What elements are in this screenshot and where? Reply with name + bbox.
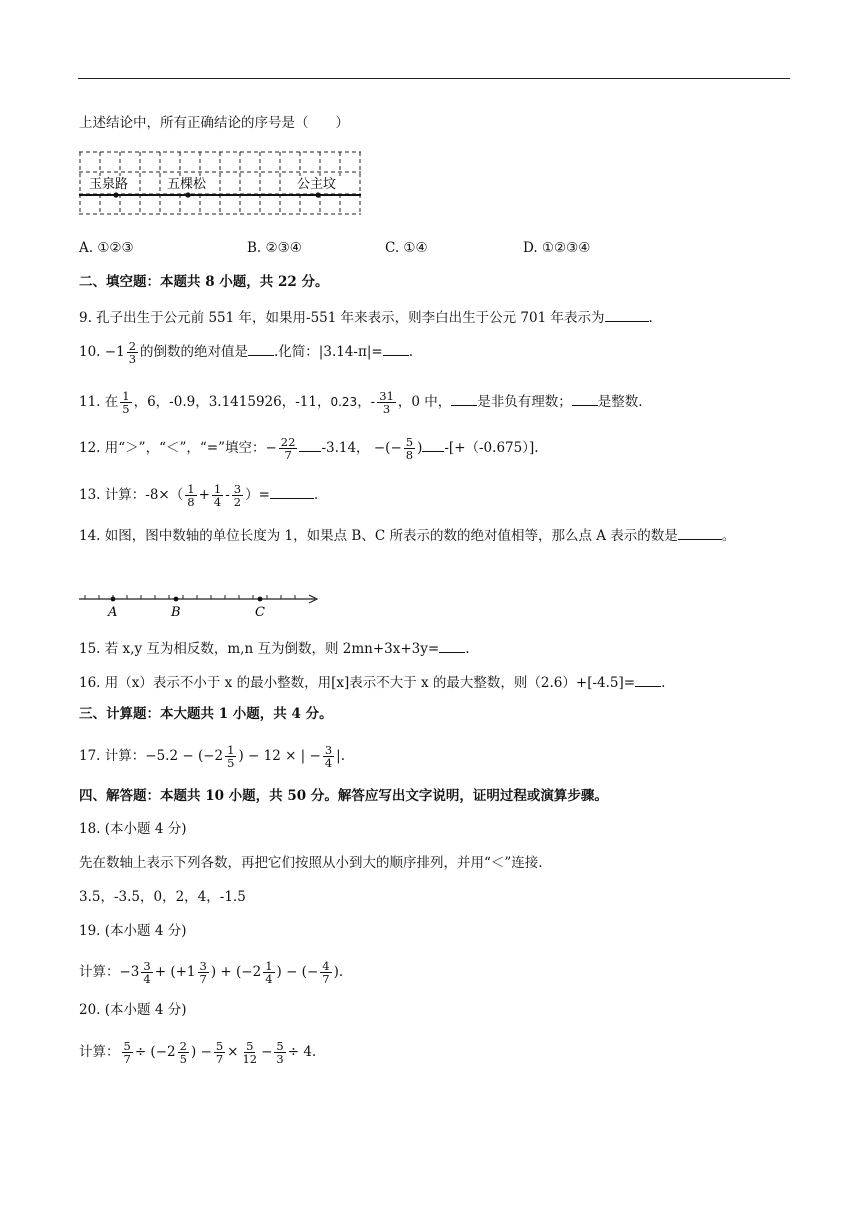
q8-options xyxy=(79,239,590,257)
q18-heading: 18. (本小题 4 分) xyxy=(79,821,187,837)
q14-end: 。 xyxy=(721,528,736,544)
answer-blank[interactable] xyxy=(635,672,661,687)
q16-end: . xyxy=(661,675,666,691)
q19-expr-b: + (+1 xyxy=(154,964,196,980)
fraction: $\frac{5}{7}$ xyxy=(123,1039,131,1066)
fraction: $\frac{1}{5}$ xyxy=(227,743,235,770)
fraction: $\frac{3}{7}$ xyxy=(199,959,207,986)
q10-text-1: 的倒数的绝对值是 xyxy=(140,344,249,360)
fraction: $\frac{3}{4}$ xyxy=(143,959,151,986)
q19-expr-c: ) + (−2 xyxy=(210,964,262,980)
q19-expr-e: ). xyxy=(333,964,344,980)
question-9: 9. 孔子出生于公元前 551 年，如果用-551 年来表示，则李白出生于公元 701 年表示为 . xyxy=(79,307,653,327)
q18-line-2: 3.5，-3.5，0，2，4，-1.5 xyxy=(79,889,246,905)
question-12 xyxy=(79,436,539,461)
fraction: $\frac{31}{3}$ xyxy=(379,389,394,416)
point-c-label: C xyxy=(255,605,265,620)
q19-expr-d: ) − (− xyxy=(276,964,319,980)
q12-text-5: -[+（-0.675）]. xyxy=(444,440,539,456)
option-d[interactable]: D. ①②③④ xyxy=(523,240,591,256)
fraction: $\frac{5}{12}$ xyxy=(242,1039,258,1066)
fraction: $\frac{3}{2}$ xyxy=(233,482,242,509)
q10-num: 10. xyxy=(79,344,101,360)
section-4-heading: 四、解答题：本题共 10 小题，共 50 分。解答应写出文字说明，证明过程或演算步骤。 xyxy=(79,788,608,804)
q20-expr-c: × xyxy=(227,1044,239,1060)
subway-grid-figure xyxy=(79,150,363,218)
q9-text: 9. 孔子出生于公元前 551 年，如果用-551 年来表示，则李白出生于公元 701 年表示为 xyxy=(79,310,605,326)
answer-blank[interactable] xyxy=(383,341,409,356)
q20-expr-b: ) − xyxy=(190,1044,212,1060)
q20-expr-e: ÷ 4. xyxy=(287,1044,317,1060)
q20-expr-d: − xyxy=(261,1044,273,1060)
answer-blank[interactable] xyxy=(299,437,321,452)
q16-text: 16. 用（x）表示不小于 x 的最小整数，用[x]表示不大于 x 的最大整数，则（2.6）+[-4.5]= xyxy=(79,675,636,691)
q19-expr-a: −3 xyxy=(119,964,140,980)
question-16 xyxy=(79,672,665,692)
q13-end: . xyxy=(313,487,319,503)
question-15 xyxy=(79,638,469,658)
q11-text-2: ，- xyxy=(357,394,376,410)
section-3-heading: 三、计算题：本大题共 1 小题，共 4 分。 xyxy=(79,706,333,722)
answer-blank[interactable] xyxy=(678,525,722,540)
station-label-3: 公主坟 xyxy=(297,177,337,192)
question-17 xyxy=(79,744,345,769)
q17-label: 17. 计算： xyxy=(79,748,146,764)
q10-neg: −1 xyxy=(104,344,125,360)
q11-num: 11. 在 xyxy=(79,394,119,410)
q20-expr-a: ÷ (−2 xyxy=(134,1044,176,1060)
station-label-2: 五棵松 xyxy=(167,177,207,192)
fraction: $\frac{4}{7}$ xyxy=(322,959,330,986)
minus-sign: - xyxy=(225,487,230,503)
fraction: $\frac{2}{3}$ xyxy=(128,339,137,366)
option-c[interactable]: C. ①④ xyxy=(385,240,428,256)
q20-label: 计算： xyxy=(79,1044,120,1060)
q12-text-3: −(− xyxy=(373,440,402,456)
plus-sign: + xyxy=(198,487,210,503)
fraction: $\frac{1}{4}$ xyxy=(265,959,273,986)
option-b[interactable]: B. ②③④ xyxy=(247,240,302,256)
q12-paren: ) xyxy=(417,440,423,456)
fraction: $\frac{1}{5}$ xyxy=(122,389,130,416)
q17-expr-3: |. xyxy=(336,748,345,764)
q12-text-2: -3.14， xyxy=(321,440,370,456)
fraction: $\frac{1}{8}$ xyxy=(187,482,195,509)
q19-heading: 19. (本小题 4 分) xyxy=(79,923,187,939)
q20-heading: 20. (本小题 4 分) xyxy=(79,1002,187,1018)
q10-end: . xyxy=(408,344,414,360)
answer-blank[interactable] xyxy=(572,391,598,406)
fraction: $\frac{5}{3}$ xyxy=(276,1039,284,1066)
q8-stem: 上述结论中，所有正确结论的序号是（ ） xyxy=(79,115,349,131)
fraction: $\frac{22}{7}$ xyxy=(280,435,296,462)
answer-blank[interactable] xyxy=(248,341,274,356)
answer-blank[interactable] xyxy=(422,437,444,452)
question-14 xyxy=(79,525,735,545)
q13-text-2: ）= xyxy=(245,487,270,503)
fraction: $\frac{1}{4}$ xyxy=(213,482,222,509)
q17-expr-1: −5.2 − (−2 xyxy=(145,748,224,764)
repeating-decimal: 0.23 xyxy=(330,395,358,409)
question-13 xyxy=(79,483,318,508)
q11-text-5: 是整数. xyxy=(597,394,643,410)
q15-text: 15. 若 x,y 互为相反数，m,n 互为倒数，则 2mn+3x+3y= xyxy=(79,641,440,657)
q18-line-1: 先在数轴上表示下列各数，再把它们按照从小到大的顺序排列，并用“＜”连接. xyxy=(79,855,543,871)
header-rule xyxy=(78,78,790,79)
q17-expr-2: ) − 12 × | − xyxy=(238,748,321,764)
question-20 xyxy=(79,1040,316,1065)
fraction: $\frac{2}{5}$ xyxy=(179,1039,187,1066)
q11-text-3: ，0 中， xyxy=(397,394,452,410)
option-a[interactable]: A. ①②③ xyxy=(79,240,134,256)
q19-label: 计算： xyxy=(79,964,120,980)
section-2-heading: 二、填空题：本题共 8 小题，共 22 分。 xyxy=(79,274,329,290)
q11-text-1: ，6，-0.9，3.1415926，-11， xyxy=(133,394,331,410)
q12-text-1: 12. 用“＞”，“＜”，“=”填空： xyxy=(79,440,266,456)
answer-blank[interactable] xyxy=(270,484,314,499)
question-19 xyxy=(79,960,343,985)
answer-blank[interactable] xyxy=(439,638,465,653)
q13-text-1: 13. 计算：-8×（ xyxy=(79,487,184,503)
station-label-1: 玉泉路 xyxy=(89,177,129,192)
fraction: $\frac{5}{8}$ xyxy=(405,435,414,462)
q14-text: 14. 如图，图中数轴的单位长度为 1，如果点 B、C 所表示的数的绝对值相等，那么点 A 表示的数是 xyxy=(79,528,678,544)
answer-blank[interactable] xyxy=(605,307,649,322)
fraction: $\frac{5}{7}$ xyxy=(215,1039,224,1066)
q15-end: . xyxy=(465,641,470,657)
q12-neg: − xyxy=(265,440,277,456)
point-a-label: A xyxy=(108,605,118,620)
answer-blank[interactable] xyxy=(451,391,477,406)
fraction: $\frac{3}{4}$ xyxy=(324,743,333,770)
q11-text-4: 是非负有理数； xyxy=(477,394,572,410)
question-11 xyxy=(79,390,643,415)
number-line-figure xyxy=(79,586,329,622)
q10-text-2: .化简：|3.14-π|= xyxy=(274,344,383,360)
point-b-label: B xyxy=(171,605,181,620)
question-10 xyxy=(79,340,413,365)
